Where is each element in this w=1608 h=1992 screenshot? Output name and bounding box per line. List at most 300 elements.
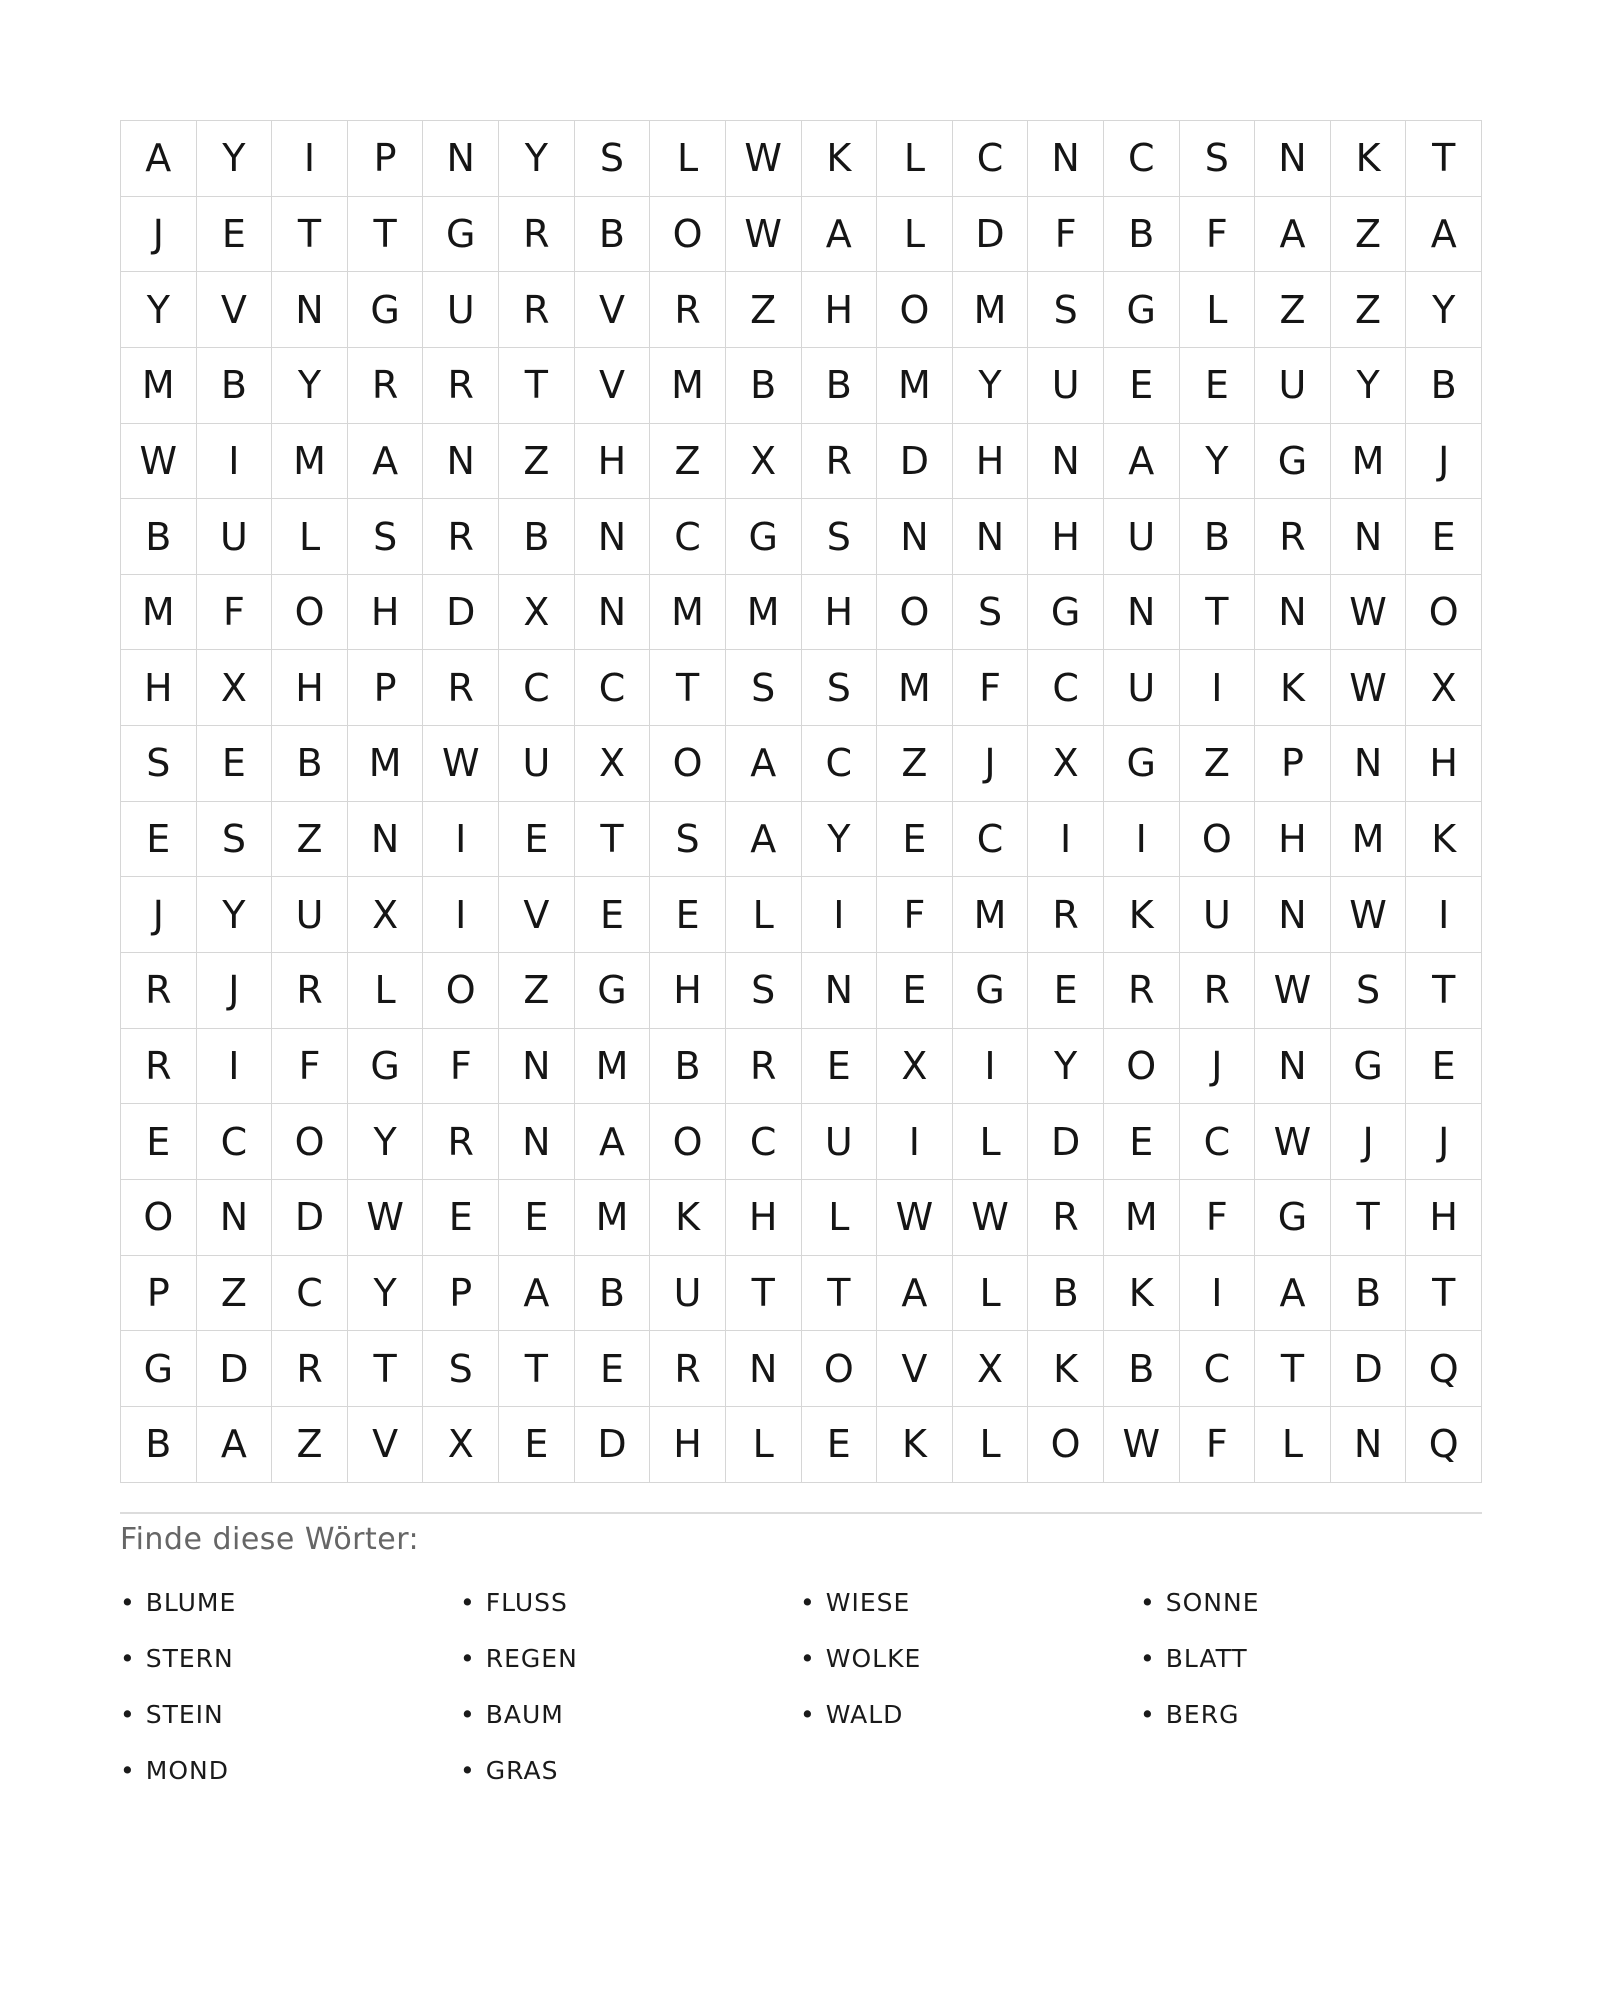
grid-cell[interactable]: I — [423, 877, 499, 953]
grid-cell[interactable]: W — [1331, 575, 1407, 651]
grid-cell[interactable]: C — [802, 726, 878, 802]
grid-cell[interactable]: N — [575, 575, 651, 651]
grid-cell[interactable]: A — [1104, 424, 1180, 500]
grid-cell[interactable]: T — [499, 348, 575, 424]
grid-cell[interactable]: L — [726, 1407, 802, 1483]
grid-cell[interactable]: V — [197, 272, 273, 348]
grid-cell[interactable]: Z — [726, 272, 802, 348]
grid-cell[interactable]: A — [121, 121, 197, 197]
grid-cell[interactable]: F — [272, 1029, 348, 1105]
grid-cell[interactable]: X — [348, 877, 424, 953]
grid-cell[interactable]: L — [802, 1180, 878, 1256]
grid-cell[interactable]: I — [197, 424, 273, 500]
grid-cell[interactable]: Y — [121, 272, 197, 348]
grid-cell[interactable]: H — [726, 1180, 802, 1256]
grid-cell[interactable]: G — [1255, 424, 1331, 500]
grid-cell[interactable]: N — [575, 499, 651, 575]
grid-cell[interactable]: K — [1028, 1331, 1104, 1407]
grid-cell[interactable]: H — [1406, 1180, 1482, 1256]
grid-cell[interactable]: R — [272, 953, 348, 1029]
grid-cell[interactable]: M — [575, 1029, 651, 1105]
grid-cell[interactable]: R — [650, 272, 726, 348]
grid-cell[interactable]: I — [1180, 1256, 1256, 1332]
grid-cell[interactable]: W — [1255, 953, 1331, 1029]
grid-cell[interactable]: T — [272, 197, 348, 273]
grid-cell[interactable]: O — [272, 1104, 348, 1180]
grid-cell[interactable]: R — [1104, 953, 1180, 1029]
grid-cell[interactable]: I — [1028, 802, 1104, 878]
grid-cell[interactable]: R — [1255, 499, 1331, 575]
grid-cell[interactable]: A — [1255, 1256, 1331, 1332]
grid-cell[interactable]: D — [575, 1407, 651, 1483]
grid-cell[interactable]: H — [802, 575, 878, 651]
grid-cell[interactable]: E — [1028, 953, 1104, 1029]
grid-cell[interactable]: B — [575, 1256, 651, 1332]
grid-cell[interactable]: X — [877, 1029, 953, 1105]
grid-cell[interactable]: G — [1028, 575, 1104, 651]
grid-cell[interactable]: E — [575, 1331, 651, 1407]
grid-cell[interactable]: T — [348, 1331, 424, 1407]
grid-cell[interactable]: X — [953, 1331, 1029, 1407]
grid-cell[interactable]: V — [348, 1407, 424, 1483]
grid-cell[interactable]: X — [726, 424, 802, 500]
grid-cell[interactable]: L — [1180, 272, 1256, 348]
grid-cell[interactable]: S — [953, 575, 1029, 651]
grid-cell[interactable]: C — [1028, 650, 1104, 726]
grid-cell[interactable]: A — [877, 1256, 953, 1332]
grid-cell[interactable]: W — [953, 1180, 1029, 1256]
grid-cell[interactable]: E — [575, 877, 651, 953]
grid-cell[interactable]: U — [1104, 650, 1180, 726]
grid-cell[interactable]: U — [1255, 348, 1331, 424]
grid-cell[interactable]: C — [1104, 121, 1180, 197]
grid-cell[interactable]: H — [650, 953, 726, 1029]
grid-cell[interactable]: L — [953, 1104, 1029, 1180]
grid-cell[interactable]: M — [575, 1180, 651, 1256]
grid-cell[interactable]: C — [650, 499, 726, 575]
grid-cell[interactable]: R — [499, 272, 575, 348]
grid-cell[interactable]: M — [1331, 424, 1407, 500]
grid-cell[interactable]: N — [1255, 1029, 1331, 1105]
grid-cell[interactable]: B — [575, 197, 651, 273]
grid-cell[interactable]: Z — [650, 424, 726, 500]
grid-cell[interactable]: Y — [272, 348, 348, 424]
grid-cell[interactable]: N — [1028, 121, 1104, 197]
grid-cell[interactable]: Z — [272, 802, 348, 878]
grid-cell[interactable]: G — [1331, 1029, 1407, 1105]
grid-cell[interactable]: B — [1028, 1256, 1104, 1332]
grid-cell[interactable]: W — [1331, 650, 1407, 726]
grid-cell[interactable]: A — [726, 802, 802, 878]
grid-cell[interactable]: F — [877, 877, 953, 953]
grid-cell[interactable]: N — [423, 424, 499, 500]
grid-cell[interactable]: B — [1104, 197, 1180, 273]
grid-cell[interactable]: Z — [272, 1407, 348, 1483]
grid-cell[interactable]: C — [1180, 1331, 1256, 1407]
grid-cell[interactable]: C — [726, 1104, 802, 1180]
grid-cell[interactable]: P — [1255, 726, 1331, 802]
grid-cell[interactable]: F — [1180, 1180, 1256, 1256]
grid-cell[interactable]: R — [650, 1331, 726, 1407]
grid-cell[interactable]: N — [726, 1331, 802, 1407]
grid-cell[interactable]: M — [726, 575, 802, 651]
grid-cell[interactable]: T — [499, 1331, 575, 1407]
grid-cell[interactable]: Z — [197, 1256, 273, 1332]
grid-cell[interactable]: M — [953, 877, 1029, 953]
grid-cell[interactable]: C — [197, 1104, 273, 1180]
grid-cell[interactable]: E — [650, 877, 726, 953]
grid-cell[interactable]: I — [423, 802, 499, 878]
grid-cell[interactable]: T — [1406, 121, 1482, 197]
grid-cell[interactable]: H — [575, 424, 651, 500]
grid-cell[interactable]: S — [197, 802, 273, 878]
grid-cell[interactable]: N — [1331, 1407, 1407, 1483]
grid-cell[interactable]: N — [348, 802, 424, 878]
grid-cell[interactable]: O — [121, 1180, 197, 1256]
grid-cell[interactable]: T — [1255, 1331, 1331, 1407]
grid-cell[interactable]: Y — [1028, 1029, 1104, 1105]
grid-cell[interactable]: N — [877, 499, 953, 575]
grid-cell[interactable]: Q — [1406, 1331, 1482, 1407]
grid-cell[interactable]: G — [121, 1331, 197, 1407]
grid-cell[interactable]: F — [1180, 1407, 1256, 1483]
grid-cell[interactable]: E — [121, 802, 197, 878]
grid-cell[interactable]: W — [121, 424, 197, 500]
grid-cell[interactable]: M — [877, 650, 953, 726]
grid-cell[interactable]: V — [499, 877, 575, 953]
grid-cell[interactable]: L — [877, 121, 953, 197]
grid-cell[interactable]: K — [1406, 802, 1482, 878]
grid-cell[interactable]: O — [1104, 1029, 1180, 1105]
grid-cell[interactable]: Y — [953, 348, 1029, 424]
grid-cell[interactable]: I — [877, 1104, 953, 1180]
grid-cell[interactable]: A — [1255, 197, 1331, 273]
grid-cell[interactable]: H — [121, 650, 197, 726]
grid-cell[interactable]: I — [1104, 802, 1180, 878]
grid-cell[interactable]: B — [726, 348, 802, 424]
grid-cell[interactable]: I — [1180, 650, 1256, 726]
grid-cell[interactable]: E — [1104, 348, 1180, 424]
grid-cell[interactable]: P — [348, 121, 424, 197]
grid-cell[interactable]: H — [650, 1407, 726, 1483]
grid-cell[interactable]: R — [1180, 953, 1256, 1029]
grid-cell[interactable]: H — [1028, 499, 1104, 575]
grid-cell[interactable]: B — [1104, 1331, 1180, 1407]
grid-cell[interactable]: K — [1255, 650, 1331, 726]
grid-cell[interactable]: L — [953, 1256, 1029, 1332]
grid-cell[interactable]: B — [121, 499, 197, 575]
grid-cell[interactable]: J — [121, 877, 197, 953]
grid-cell[interactable]: S — [348, 499, 424, 575]
grid-cell[interactable]: C — [953, 802, 1029, 878]
grid-cell[interactable]: G — [1104, 726, 1180, 802]
grid-cell[interactable]: R — [348, 348, 424, 424]
grid-cell[interactable]: R — [726, 1029, 802, 1105]
grid-cell[interactable]: E — [197, 726, 273, 802]
grid-cell[interactable]: S — [121, 726, 197, 802]
grid-cell[interactable]: R — [272, 1331, 348, 1407]
grid-cell[interactable]: W — [877, 1180, 953, 1256]
grid-cell[interactable]: F — [1028, 197, 1104, 273]
grid-cell[interactable]: D — [1331, 1331, 1407, 1407]
grid-cell[interactable]: E — [802, 1407, 878, 1483]
grid-cell[interactable]: M — [1331, 802, 1407, 878]
grid-cell[interactable]: J — [1406, 1104, 1482, 1180]
grid-cell[interactable]: Y — [1406, 272, 1482, 348]
grid-cell[interactable]: O — [423, 953, 499, 1029]
grid-cell[interactable]: F — [953, 650, 1029, 726]
grid-cell[interactable]: B — [272, 726, 348, 802]
grid-cell[interactable]: E — [877, 953, 953, 1029]
grid-cell[interactable]: N — [1331, 499, 1407, 575]
grid-cell[interactable]: Q — [1406, 1407, 1482, 1483]
grid-cell[interactable]: G — [953, 953, 1029, 1029]
grid-cell[interactable]: E — [197, 197, 273, 273]
grid-cell[interactable]: J — [1406, 424, 1482, 500]
grid-cell[interactable]: O — [1028, 1407, 1104, 1483]
grid-cell[interactable]: F — [423, 1029, 499, 1105]
grid-cell[interactable]: X — [197, 650, 273, 726]
grid-cell[interactable]: B — [1406, 348, 1482, 424]
grid-cell[interactable]: R — [121, 953, 197, 1029]
grid-cell[interactable]: G — [348, 272, 424, 348]
grid-cell[interactable]: E — [121, 1104, 197, 1180]
grid-cell[interactable]: N — [423, 121, 499, 197]
grid-cell[interactable]: H — [1406, 726, 1482, 802]
grid-cell[interactable]: Y — [348, 1104, 424, 1180]
grid-cell[interactable]: O — [877, 272, 953, 348]
grid-cell[interactable]: D — [953, 197, 1029, 273]
grid-cell[interactable]: T — [1406, 953, 1482, 1029]
grid-cell[interactable]: X — [499, 575, 575, 651]
grid-cell[interactable]: B — [121, 1407, 197, 1483]
grid-cell[interactable]: A — [197, 1407, 273, 1483]
grid-cell[interactable]: Z — [877, 726, 953, 802]
grid-cell[interactable]: Z — [1180, 726, 1256, 802]
grid-cell[interactable]: J — [121, 197, 197, 273]
grid-cell[interactable]: C — [575, 650, 651, 726]
grid-cell[interactable]: Y — [1331, 348, 1407, 424]
grid-cell[interactable]: C — [1180, 1104, 1256, 1180]
grid-cell[interactable]: B — [1180, 499, 1256, 575]
grid-cell[interactable]: R — [423, 499, 499, 575]
grid-cell[interactable]: G — [1104, 272, 1180, 348]
grid-cell[interactable]: D — [1028, 1104, 1104, 1180]
grid-cell[interactable]: S — [1180, 121, 1256, 197]
grid-cell[interactable]: I — [953, 1029, 1029, 1105]
grid-cell[interactable]: K — [650, 1180, 726, 1256]
grid-cell[interactable]: M — [272, 424, 348, 500]
grid-cell[interactable]: B — [802, 348, 878, 424]
grid-cell[interactable]: T — [1180, 575, 1256, 651]
grid-cell[interactable]: D — [197, 1331, 273, 1407]
grid-cell[interactable]: E — [499, 802, 575, 878]
grid-cell[interactable]: E — [1406, 499, 1482, 575]
grid-cell[interactable]: L — [726, 877, 802, 953]
grid-cell[interactable]: S — [1028, 272, 1104, 348]
grid-cell[interactable]: G — [348, 1029, 424, 1105]
grid-cell[interactable]: W — [726, 197, 802, 273]
grid-cell[interactable]: A — [348, 424, 424, 500]
grid-cell[interactable]: T — [726, 1256, 802, 1332]
grid-cell[interactable]: H — [272, 650, 348, 726]
grid-cell[interactable]: T — [1331, 1180, 1407, 1256]
grid-cell[interactable]: K — [1104, 1256, 1180, 1332]
grid-cell[interactable]: Y — [197, 121, 273, 197]
grid-cell[interactable]: E — [1104, 1104, 1180, 1180]
grid-cell[interactable]: T — [1406, 1256, 1482, 1332]
grid-cell[interactable]: M — [121, 348, 197, 424]
grid-cell[interactable]: O — [272, 575, 348, 651]
grid-cell[interactable]: O — [877, 575, 953, 651]
grid-cell[interactable]: N — [1255, 121, 1331, 197]
grid-cell[interactable]: N — [1331, 726, 1407, 802]
grid-cell[interactable]: O — [1406, 575, 1482, 651]
grid-cell[interactable]: Z — [499, 953, 575, 1029]
grid-cell[interactable]: O — [1180, 802, 1256, 878]
grid-cell[interactable]: M — [1104, 1180, 1180, 1256]
grid-cell[interactable]: L — [953, 1407, 1029, 1483]
grid-cell[interactable]: T — [650, 650, 726, 726]
grid-cell[interactable]: R — [423, 348, 499, 424]
grid-cell[interactable]: E — [1180, 348, 1256, 424]
grid-cell[interactable]: Z — [499, 424, 575, 500]
grid-cell[interactable]: R — [802, 424, 878, 500]
grid-cell[interactable]: R — [121, 1029, 197, 1105]
grid-cell[interactable]: L — [348, 953, 424, 1029]
grid-cell[interactable]: L — [650, 121, 726, 197]
grid-cell[interactable]: B — [1331, 1256, 1407, 1332]
grid-cell[interactable]: Y — [802, 802, 878, 878]
grid-cell[interactable]: E — [499, 1180, 575, 1256]
grid-cell[interactable]: X — [1406, 650, 1482, 726]
grid-cell[interactable]: J — [1180, 1029, 1256, 1105]
grid-cell[interactable]: O — [802, 1331, 878, 1407]
grid-cell[interactable]: H — [802, 272, 878, 348]
grid-cell[interactable]: N — [499, 1029, 575, 1105]
grid-cell[interactable]: H — [348, 575, 424, 651]
grid-cell[interactable]: E — [802, 1029, 878, 1105]
grid-cell[interactable]: L — [877, 197, 953, 273]
grid-cell[interactable]: N — [272, 272, 348, 348]
grid-cell[interactable]: E — [499, 1407, 575, 1483]
grid-cell[interactable]: Y — [1180, 424, 1256, 500]
grid-cell[interactable]: U — [499, 726, 575, 802]
grid-cell[interactable]: U — [272, 877, 348, 953]
grid-cell[interactable]: Y — [197, 877, 273, 953]
grid-cell[interactable]: K — [1104, 877, 1180, 953]
grid-cell[interactable]: X — [423, 1407, 499, 1483]
grid-cell[interactable]: D — [423, 575, 499, 651]
grid-cell[interactable]: F — [197, 575, 273, 651]
grid-cell[interactable]: L — [1255, 1407, 1331, 1483]
grid-cell[interactable]: A — [1406, 197, 1482, 273]
grid-cell[interactable]: S — [802, 650, 878, 726]
grid-cell[interactable]: U — [423, 272, 499, 348]
grid-cell[interactable]: S — [650, 802, 726, 878]
grid-cell[interactable]: M — [877, 348, 953, 424]
grid-cell[interactable]: G — [575, 953, 651, 1029]
grid-cell[interactable]: A — [726, 726, 802, 802]
grid-cell[interactable]: P — [423, 1256, 499, 1332]
grid-cell[interactable]: M — [121, 575, 197, 651]
grid-cell[interactable]: S — [802, 499, 878, 575]
grid-cell[interactable]: N — [499, 1104, 575, 1180]
grid-cell[interactable]: A — [802, 197, 878, 273]
grid-cell[interactable]: J — [953, 726, 1029, 802]
grid-cell[interactable]: J — [197, 953, 273, 1029]
grid-cell[interactable]: U — [650, 1256, 726, 1332]
grid-cell[interactable]: S — [1331, 953, 1407, 1029]
grid-cell[interactable]: T — [802, 1256, 878, 1332]
grid-cell[interactable]: I — [802, 877, 878, 953]
grid-cell[interactable]: S — [423, 1331, 499, 1407]
grid-cell[interactable]: B — [650, 1029, 726, 1105]
grid-cell[interactable]: B — [197, 348, 273, 424]
grid-cell[interactable]: P — [121, 1256, 197, 1332]
grid-cell[interactable]: G — [726, 499, 802, 575]
grid-cell[interactable]: J — [1331, 1104, 1407, 1180]
grid-cell[interactable]: L — [272, 499, 348, 575]
grid-cell[interactable]: G — [423, 197, 499, 273]
grid-cell[interactable]: W — [726, 121, 802, 197]
grid-cell[interactable]: C — [272, 1256, 348, 1332]
grid-cell[interactable]: C — [499, 650, 575, 726]
grid-cell[interactable]: R — [1028, 877, 1104, 953]
grid-cell[interactable]: U — [1104, 499, 1180, 575]
grid-cell[interactable]: K — [1331, 121, 1407, 197]
grid-cell[interactable]: K — [802, 121, 878, 197]
grid-cell[interactable]: X — [1028, 726, 1104, 802]
grid-cell[interactable]: C — [953, 121, 1029, 197]
grid-cell[interactable]: N — [1104, 575, 1180, 651]
grid-cell[interactable]: S — [726, 953, 802, 1029]
grid-cell[interactable]: M — [650, 575, 726, 651]
grid-cell[interactable]: W — [1331, 877, 1407, 953]
grid-cell[interactable]: N — [1255, 575, 1331, 651]
grid-cell[interactable]: D — [877, 424, 953, 500]
grid-cell[interactable]: M — [650, 348, 726, 424]
grid-cell[interactable]: X — [575, 726, 651, 802]
grid-cell[interactable]: Y — [348, 1256, 424, 1332]
grid-cell[interactable]: V — [575, 348, 651, 424]
grid-cell[interactable]: V — [575, 272, 651, 348]
grid-cell[interactable]: N — [197, 1180, 273, 1256]
grid-cell[interactable]: E — [877, 802, 953, 878]
grid-cell[interactable]: E — [1406, 1029, 1482, 1105]
grid-cell[interactable]: N — [802, 953, 878, 1029]
grid-cell[interactable]: W — [1255, 1104, 1331, 1180]
grid-cell[interactable]: T — [348, 197, 424, 273]
grid-cell[interactable]: A — [499, 1256, 575, 1332]
grid-cell[interactable]: S — [575, 121, 651, 197]
grid-cell[interactable]: R — [423, 650, 499, 726]
grid-cell[interactable]: B — [499, 499, 575, 575]
grid-cell[interactable]: Z — [1255, 272, 1331, 348]
grid-cell[interactable]: V — [877, 1331, 953, 1407]
grid-cell[interactable]: G — [1255, 1180, 1331, 1256]
grid-cell[interactable]: P — [348, 650, 424, 726]
grid-cell[interactable]: N — [1028, 424, 1104, 500]
grid-cell[interactable]: A — [575, 1104, 651, 1180]
grid-cell[interactable]: Z — [1331, 272, 1407, 348]
grid-cell[interactable]: U — [802, 1104, 878, 1180]
grid-cell[interactable]: O — [650, 197, 726, 273]
grid-cell[interactable]: W — [1104, 1407, 1180, 1483]
grid-cell[interactable]: R — [1028, 1180, 1104, 1256]
grid-cell[interactable]: N — [1255, 877, 1331, 953]
grid-cell[interactable]: R — [423, 1104, 499, 1180]
